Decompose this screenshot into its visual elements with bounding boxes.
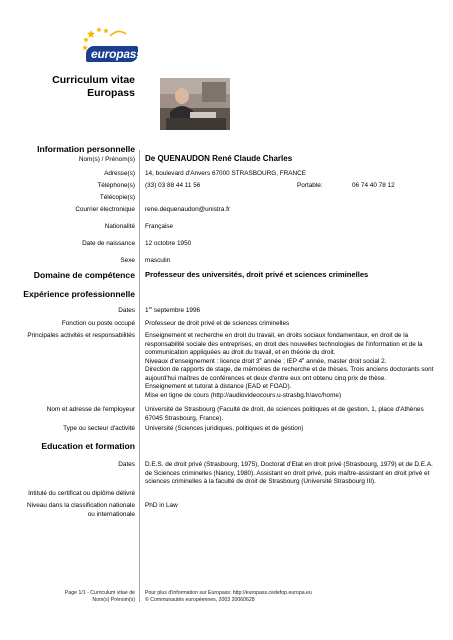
fax-label: Télécopie(s): [99, 194, 135, 201]
sector-value: Université (Sciences juridiques, politiques et de gestion): [145, 425, 304, 432]
address-label: Adresse(s): [104, 170, 135, 177]
employer-label: Nom et adresse de l'employeur: [46, 406, 135, 413]
experience-dates-pre: 1: [145, 307, 149, 314]
experience-dates-value: [145, 304, 201, 316]
nationality-value: Française: [145, 223, 174, 230]
birth-label: Date de naissance: [82, 240, 135, 247]
section-experience-heading: Expérience professionnelle: [23, 289, 135, 299]
function-value: Professeur de droit privé et de sciences criminelles: [145, 320, 290, 327]
email-label: Courrier électronique: [75, 206, 135, 213]
education-dates-value: [145, 461, 445, 487]
photo-image: [160, 78, 230, 130]
classification-level-value: PhD in Law: [145, 502, 178, 509]
experience-dates-sup: er: [148, 304, 153, 310]
birth-value: 12 octobre 1950: [145, 240, 192, 247]
classification-level-label-line1: Niveau dans la classification nationale: [27, 502, 135, 509]
name-value: De QUENAUDON René Claude Charles: [145, 154, 293, 163]
name-label: Nom(s) / Prénom(s): [78, 156, 135, 163]
levels-mid: année ; IEP 4: [261, 357, 303, 365]
sex-label: Sexe: [120, 257, 135, 264]
section-domain-heading: Domaine de compétence: [33, 270, 135, 280]
section-education-heading: Education et formation: [41, 441, 135, 451]
employer-line: 67045 Strasbourg, France).: [145, 414, 224, 422]
phone-value: (33) 03 88 44 11 56: [145, 182, 201, 189]
sex-value: masculin: [145, 257, 171, 264]
footer-left: [65, 590, 135, 604]
levels-post: année, master droit social 2.: [304, 357, 387, 365]
classification-level-label-line2: ou internationale: [87, 510, 135, 518]
email-value: rene.dequenaudon@unistra.fr: [145, 206, 231, 213]
activities-line: communication appliquées au droit du travail, et en théorie du droit.: [145, 349, 336, 356]
employer-line: Université de Strasbourg (Faculté de droit, de sciences politiques et de gestion, 1, place d'Athènes: [145, 406, 424, 413]
nationality-label: Nationalité: [104, 223, 135, 230]
activities-line: aujourd'hui maîtres de conférences et deux d'entre eux ont obtenu cinq prix de thèse.: [145, 374, 387, 382]
experience-dates-post: septembre 1996: [152, 307, 201, 314]
activities-line: Direction de rapports de stage, de mémoires de recherche et de thèses. Trois anciens doctorants sont: [145, 366, 434, 373]
activities-value: [145, 332, 445, 400]
experience-dates-label: Dates: [118, 307, 135, 314]
column-divider: [139, 150, 140, 602]
footer-left-line2: Nom(s) Prénom(s): [92, 596, 135, 603]
footer-right-line1: Pour plus d'information sur Europass: http://europass.cedefop.europa.eu: [145, 590, 312, 596]
footer-left-line1: Page 1/1 - Curriculum vitae de: [64, 590, 135, 596]
mobile-value: 06 74 40 78 12: [352, 182, 395, 189]
cv-title-line1: Curriculum vitae: [52, 74, 135, 86]
activities-line: Enseignement et recherche en droit du travail, en droits sociaux fondamentaux, en droit de la: [145, 332, 409, 339]
cv-title-line2: Europass: [87, 87, 135, 99]
education-line: de Sciences criminelles (Nancy, 1980). Assistant en droit privé, puis maître-assistant en droit privé et: [145, 469, 430, 477]
activities-label: Principales activités et responsabilités: [27, 332, 135, 339]
footer-right-line2: © Communautés européennes, 2003 20060628: [145, 596, 255, 603]
classification-level-label: [27, 502, 135, 519]
footer-right: [145, 590, 312, 604]
levels-sup2: e: [302, 355, 305, 361]
education-line: D.E.S. de droit privé (Strasbourg, 1975), Doctorat d'Etat en droit privé (Strasbourg, 1979) et de D.E.A.: [145, 461, 433, 468]
activities-line: Enseignement et tutorat à distance (EAD et FOAD).: [145, 383, 292, 390]
activities-line: responsabilité sociale des entreprises, en droit des nouvelles technologies de l'information et de la: [145, 340, 423, 348]
phone-label: Téléphone(s): [97, 182, 135, 189]
europass-logo: [82, 26, 144, 66]
levels-sup1: e: [259, 355, 262, 361]
mobile-label: Portable:: [297, 182, 323, 189]
domain-value: Professeur des universités, droit privé et sciences criminelles: [145, 270, 369, 279]
logo-text: europass: [91, 47, 143, 61]
cv-title: [52, 74, 135, 100]
section-personal-heading: Information personnelle: [37, 144, 135, 154]
diploma-title-label: Intitulé du certificat ou diplôme délivré: [28, 490, 135, 497]
teaching-levels-line: [145, 355, 445, 367]
activities-line: Mise en ligne de cours (http://audiovideocours.u-strasbg.fr/avc/home): [145, 391, 342, 399]
education-line: sciences criminelles à la faculté de droit de Strasbourg (Université Strasbourg III).: [145, 478, 376, 485]
levels-pre: Niveaux d'enseignement : licence droit 3: [145, 357, 260, 365]
profile-photo: [160, 78, 230, 130]
education-dates-label: Dates: [118, 461, 135, 468]
function-label: Fonction ou poste occupé: [61, 320, 135, 327]
address-value: 14, boulevard d'Anvers 67000 STRASBOURG, FRANCE: [145, 170, 307, 177]
sector-label: Type ou secteur d'activité: [63, 425, 135, 432]
employer-value: [145, 406, 424, 423]
